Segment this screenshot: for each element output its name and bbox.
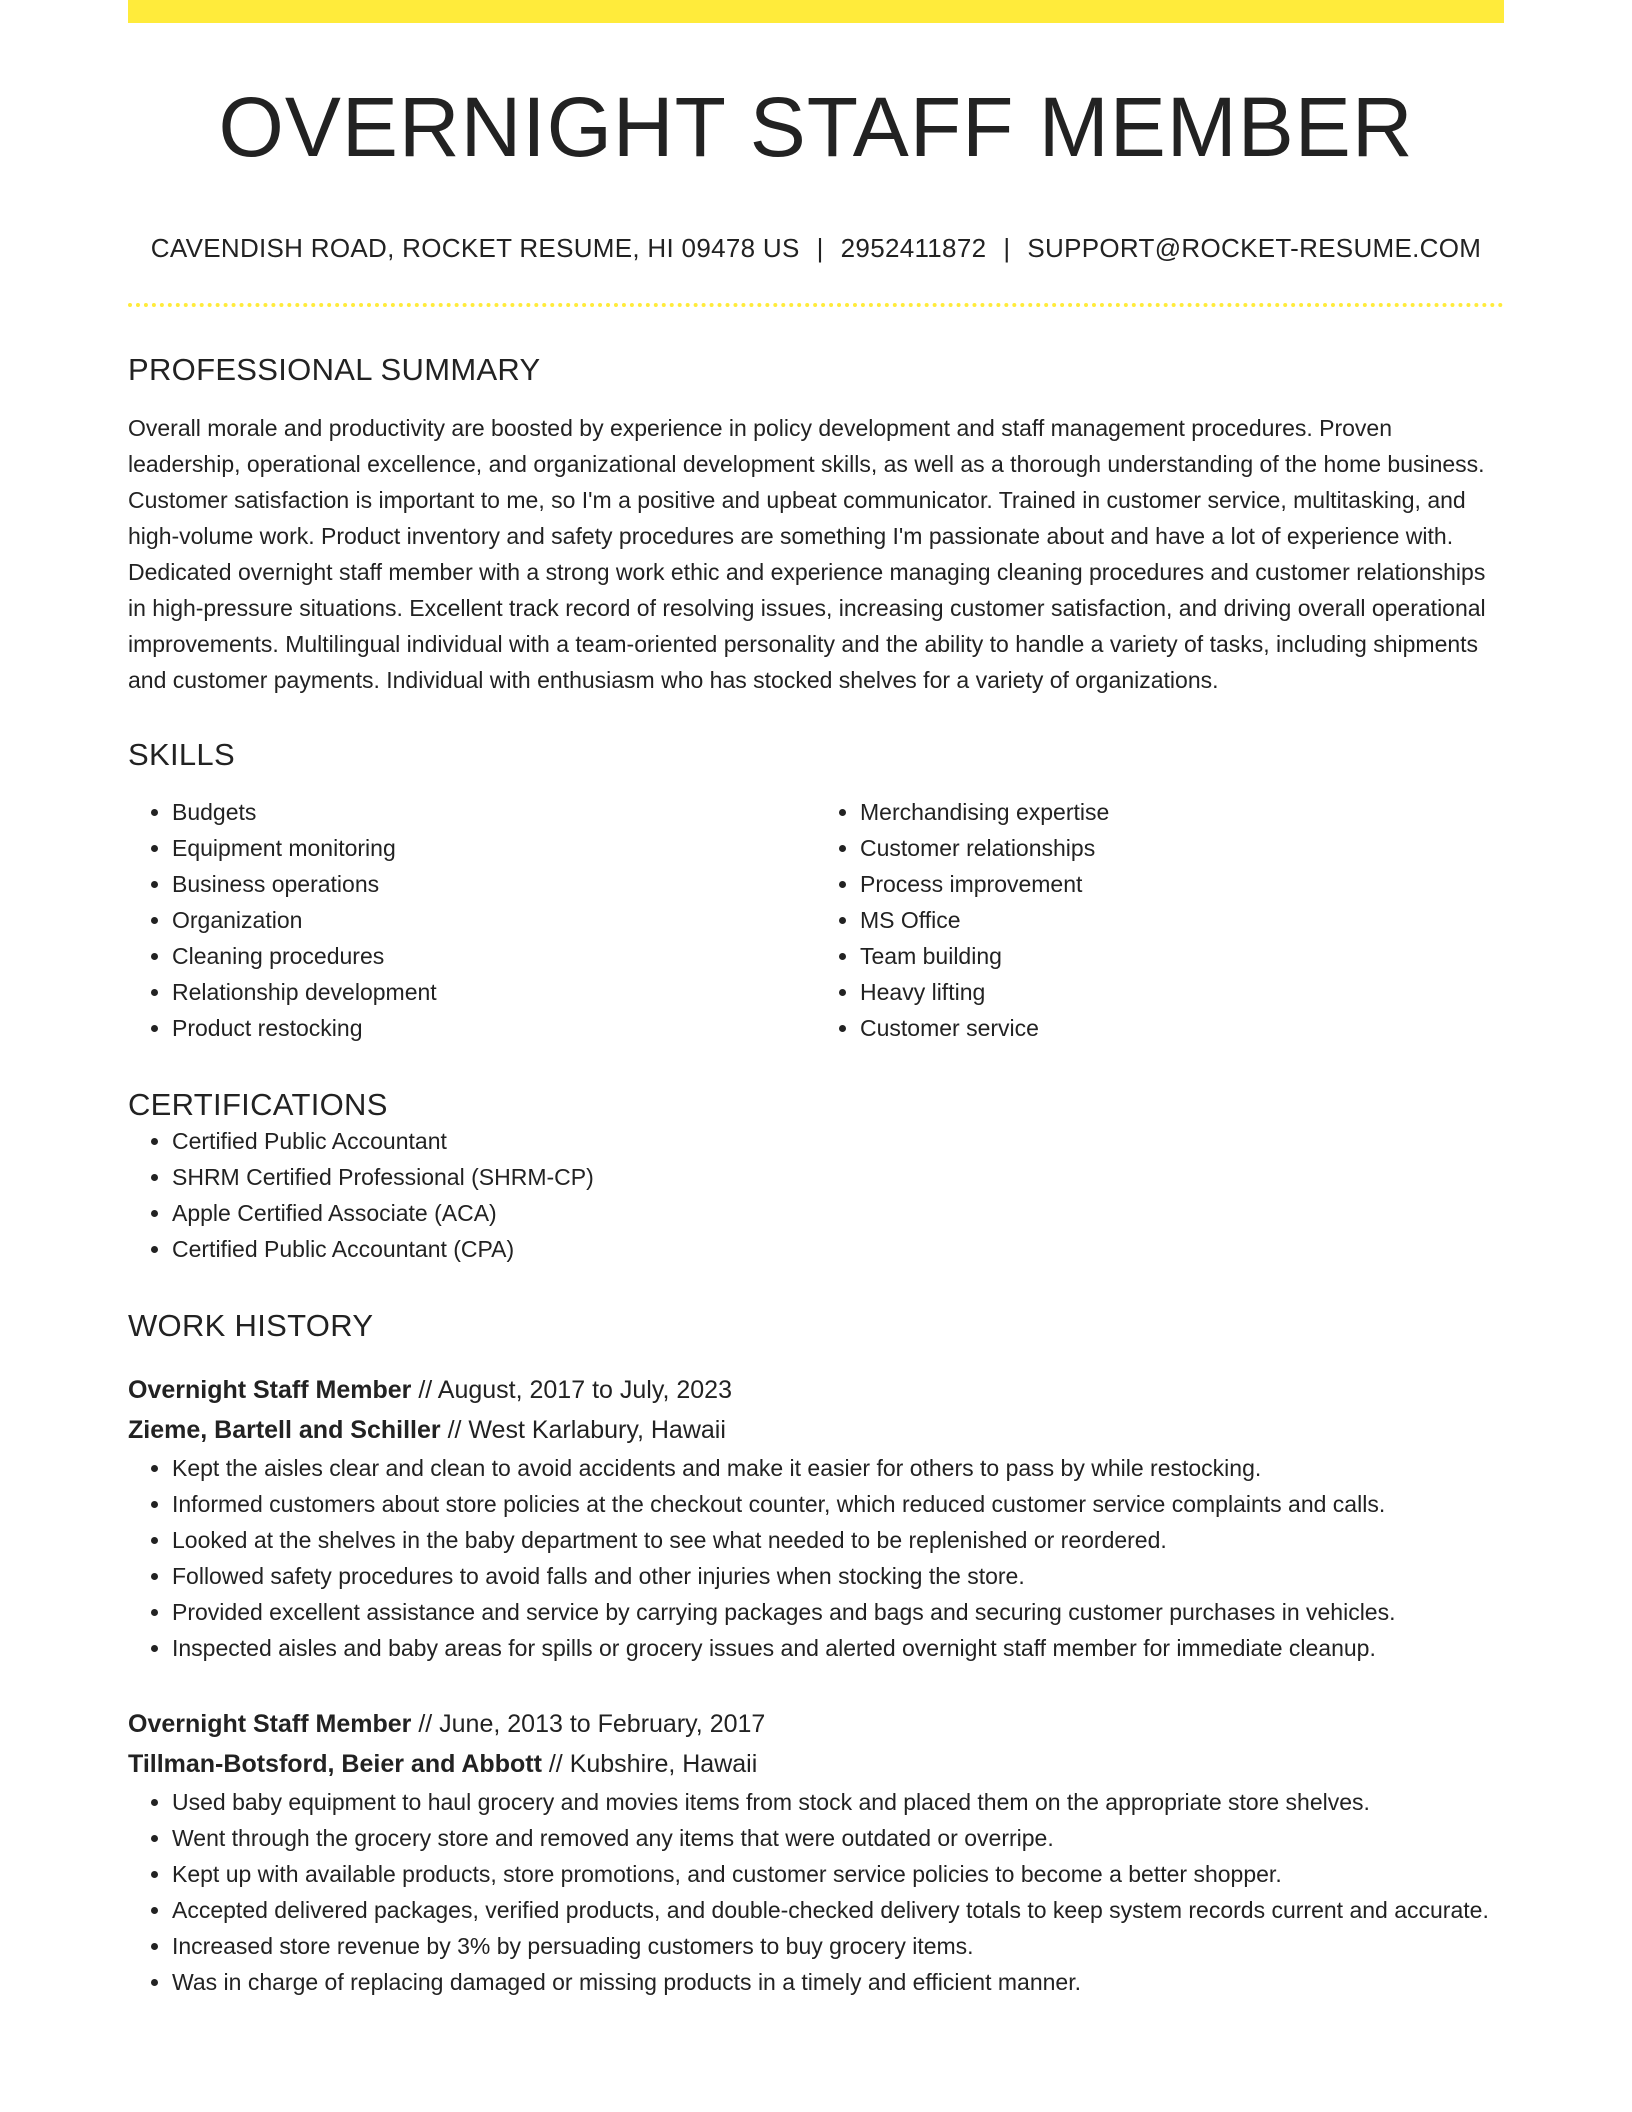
certifications-section xyxy=(128,1086,1504,1267)
job-dates: // June, 2013 to February, 2017 xyxy=(411,1709,766,1738)
skill-item: • Customer service xyxy=(860,1010,1504,1046)
skills-column-left xyxy=(128,794,816,1046)
skills-column-right xyxy=(816,794,1504,1046)
job-duty-item: • Used baby equipment to haul grocery and movies items from stock and placed them on the appropriate store shelves. xyxy=(172,1784,1504,1820)
job-role: Overnight Staff Member xyxy=(128,1375,412,1404)
summary-text: Overall morale and productivity are boosted by experience in policy development and staff management procedures. Proven leadership, operational excellence, and organizational development skills, as well as a thorough understanding of the home business. Customer satisfaction is important to me, so I'm a positive and upbeat communicator. Trained in customer service, multitasking, and high-volume work. Product inventory and safety procedures are something I'm passionate about and have a lot of experience with. Dedicated overnight staff member with a strong work ethic and experience managing cleaning procedures and customer relationships in high-pressure situations. Excellent track record of resolving issues, increasing customer satisfaction, and driving overall operational improvements. Multilingual individual with a team-oriented personality and the ability to handle a variety of tasks, including shipments and customer payments. Individual with enthusiasm who has stocked shelves for a variety of organizations. xyxy=(128,415,1486,694)
job-company-line xyxy=(128,1744,1504,1784)
job-duty-item: • Went through the grocery store and removed any items that were outdated or overripe. xyxy=(172,1820,1504,1856)
job-duty-item: • Inspected aisles and baby areas for spills or grocery issues and alerted overnight staff member for immediate cleanup. xyxy=(172,1630,1504,1666)
certifications-list xyxy=(128,1123,1504,1267)
dotted-divider xyxy=(128,303,1504,307)
skill-item: • Merchandising expertise xyxy=(860,794,1504,830)
skills-grid xyxy=(128,794,1504,1046)
job-duty-item: • Accepted delivered packages, verified products, and double-checked delivery totals to keep system records current and accurate. xyxy=(172,1892,1504,1928)
job-duty-item: • Increased store revenue by 3% by persuading customers to buy grocery items. xyxy=(172,1928,1504,1964)
skill-item: • Process improvement xyxy=(860,866,1504,902)
job-role-line xyxy=(128,1370,1504,1410)
job-company-line xyxy=(128,1410,1504,1450)
contact-line xyxy=(128,233,1504,264)
job-company: Tillman-Botsford, Beier and Abbott xyxy=(128,1749,542,1778)
job-duty-item: • Followed safety procedures to avoid falls and other injuries when stocking the store. xyxy=(172,1558,1504,1594)
certifications-heading: CERTIFICATIONS xyxy=(128,1086,388,1122)
job-duty-item: • Provided excellent assistance and service by carrying packages and bags and securing customer purchases in vehicles. xyxy=(172,1594,1504,1630)
job-duty-item: • Informed customers about store policies at the checkout counter, which reduced customer service complaints and calls. xyxy=(172,1486,1504,1522)
contact-email: SUPPORT@ROCKET-RESUME.COM xyxy=(1027,233,1482,263)
job-entry xyxy=(128,1704,1504,2000)
contact-separator: | xyxy=(1003,233,1011,263)
work-history-section xyxy=(128,1307,1504,2000)
skill-item: • Customer relationships xyxy=(860,830,1504,866)
job-company: Zieme, Bartell and Schiller xyxy=(128,1415,441,1444)
skill-item: • Heavy lifting xyxy=(860,974,1504,1010)
summary-heading: PROFESSIONAL SUMMARY xyxy=(128,352,541,388)
resume-page xyxy=(128,0,1504,2000)
skill-item: • Cleaning procedures xyxy=(172,938,816,974)
skill-item: • Product restocking xyxy=(172,1010,816,1046)
skill-item: • Business operations xyxy=(172,866,816,902)
work-history-heading: WORK HISTORY xyxy=(128,1307,374,1343)
summary-section xyxy=(128,351,1504,698)
job-duty-item: • Was in charge of replacing damaged or missing products in a timely and efficient manner. xyxy=(172,1964,1504,2000)
skills-list-left xyxy=(128,794,816,1046)
job-duty-item: • Kept up with available products, store promotions, and customer service policies to become a better shopper. xyxy=(172,1856,1504,1892)
skill-item: • Equipment monitoring xyxy=(172,830,816,866)
accent-top-bar xyxy=(128,0,1504,23)
job-location: // Kubshire, Hawaii xyxy=(541,1749,758,1778)
contact-address: CAVENDISH ROAD, ROCKET RESUME, HI 09478 US xyxy=(150,233,800,263)
contact-separator: | xyxy=(816,233,824,263)
skill-item: • Organization xyxy=(172,902,816,938)
job-duty-item: • Kept the aisles clear and clean to avoid accidents and make it easier for others to pass by while restocking. xyxy=(172,1450,1504,1486)
skills-heading: SKILLS xyxy=(128,737,235,773)
certification-item: • Certified Public Accountant xyxy=(172,1123,1504,1159)
skill-item: • Budgets xyxy=(172,794,816,830)
skill-item: • Team building xyxy=(860,938,1504,974)
skills-list-right xyxy=(816,794,1504,1046)
skill-item: • MS Office xyxy=(860,902,1504,938)
job-entry xyxy=(128,1370,1504,1666)
certification-item: • Apple Certified Associate (ACA) xyxy=(172,1195,1504,1231)
certification-item: • Certified Public Accountant (CPA) xyxy=(172,1231,1504,1267)
contact-phone: 2952411872 xyxy=(840,233,987,263)
job-role: Overnight Staff Member xyxy=(128,1709,412,1738)
job-duties-list xyxy=(128,1784,1504,2000)
job-dates: // August, 2017 to July, 2023 xyxy=(411,1375,732,1404)
job-duties-list xyxy=(128,1450,1504,1666)
job-location: // West Karlabury, Hawaii xyxy=(440,1415,726,1444)
job-duty-item: • Looked at the shelves in the baby department to see what needed to be replenished or reordered. xyxy=(172,1522,1504,1558)
resume-title: OVERNIGHT STAFF MEMBER xyxy=(218,80,1414,174)
skill-item: • Relationship development xyxy=(172,974,816,1010)
certification-item: • SHRM Certified Professional (SHRM-CP) xyxy=(172,1159,1504,1195)
skills-section xyxy=(128,736,1504,1045)
job-role-line xyxy=(128,1704,1504,1744)
